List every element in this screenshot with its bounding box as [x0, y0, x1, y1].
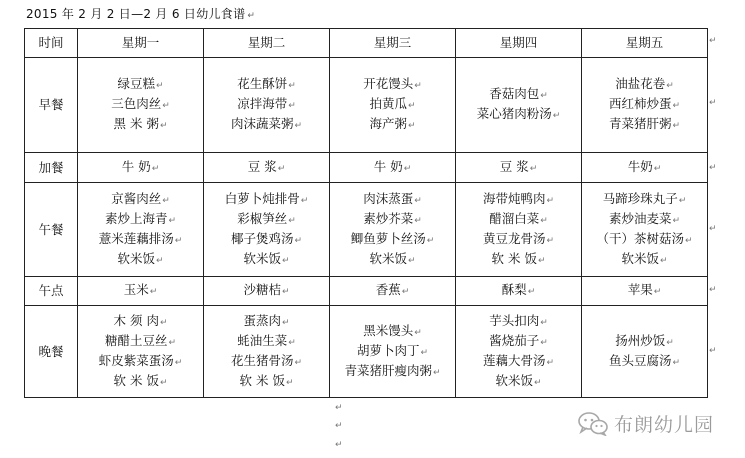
menu-cell [78, 277, 204, 306]
dish-item [584, 95, 705, 115]
dish-name: 黄豆龙骨汤 [482, 230, 546, 246]
paragraph-mark: ↵ [527, 287, 536, 297]
day-header [330, 29, 456, 58]
paragraph-mark: ↵ [401, 287, 410, 297]
menu-cell [582, 306, 708, 398]
dish-name: 油盐花卷 [615, 76, 666, 91]
dish-item [584, 332, 705, 352]
meal-label: 午餐 [38, 221, 64, 237]
paragraph-mark: ↵ [281, 287, 290, 297]
dish-name: （干）茶树菇汤 [596, 230, 684, 246]
dish-item [332, 342, 453, 362]
dish-item [458, 158, 579, 178]
dish-name: 青菜猪肝瘦肉粥 [344, 362, 432, 378]
dish-name: 软 米 饭 [491, 250, 537, 266]
dish-item [80, 95, 201, 115]
dish-item [584, 230, 705, 250]
meal-label: 午点 [38, 283, 64, 298]
paragraph-mark: ↵ [540, 317, 548, 328]
paragraph-mark: ↵ [288, 337, 296, 348]
dish-item [80, 250, 201, 270]
paragraph-mark: ↵ [159, 317, 168, 328]
dish-item [332, 158, 453, 178]
dish-name: 开花馒头 [363, 76, 414, 91]
dish-item [80, 332, 201, 352]
dish-item [206, 250, 327, 270]
dish-name: 玉米 [123, 282, 149, 297]
paragraph-mark: ↵ [659, 255, 668, 266]
menu-cell [204, 306, 330, 398]
dish-name: 莲藕大骨汤 [482, 352, 546, 368]
paragraph-mark: ↵ [546, 235, 555, 246]
paragraph-mark: ↵ [537, 255, 546, 266]
dish-name: 酱烧茄子 [489, 332, 540, 348]
menu-cell [78, 153, 204, 183]
dish-item [206, 95, 327, 115]
dish-item [80, 158, 201, 178]
day-label: 星期二 [247, 35, 286, 50]
paragraph-mark: ↵ [247, 11, 256, 21]
dish-name: 沙糖桔 [243, 282, 281, 297]
row-end-mark: ↵ [709, 346, 717, 356]
paragraph-mark: ↵ [162, 195, 170, 206]
page-title [26, 5, 255, 22]
dish-name: 马蹄珍珠丸子 [602, 190, 678, 206]
dish-name: 木 须 肉 [113, 312, 159, 328]
dish-item [80, 312, 201, 332]
paragraph-mark: ↵ [335, 440, 343, 450]
dish-name: 香蕉 [375, 282, 401, 297]
row-end-mark: ↵ [709, 224, 717, 234]
dish-item [332, 362, 453, 382]
title-text: 2015 年 2 月 2 日—2 月 6 日幼儿食谱 [26, 7, 246, 21]
dish-name: 京酱肉丝 [111, 190, 162, 206]
dish-item [206, 281, 327, 301]
paragraph-mark: ↵ [546, 195, 555, 206]
dish-item [206, 210, 327, 230]
dish-item [458, 230, 579, 250]
paragraph-mark: ↵ [540, 337, 548, 348]
dish-item [80, 352, 201, 372]
paragraph-mark: ↵ [335, 421, 343, 431]
dish-name: 凉拌海带 [237, 96, 288, 111]
dish-item [458, 250, 579, 270]
dish-name: 牛 奶 [121, 158, 151, 174]
menu-cell [456, 58, 582, 153]
paragraph-mark: ↵ [155, 255, 164, 266]
dish-item [584, 158, 705, 178]
meal-row [25, 277, 708, 306]
day-label: 星期五 [625, 35, 664, 50]
dish-item [206, 230, 327, 250]
day-label: 星期三 [373, 35, 412, 50]
menu-cell [330, 277, 456, 306]
dish-item [458, 372, 579, 392]
dish-name: 蚝油生菜 [237, 332, 288, 348]
paragraph-mark: ↵ [678, 195, 687, 206]
menu-cell [204, 153, 330, 183]
paragraph-mark: ↵ [168, 215, 177, 226]
dish-name: 软米饭 [495, 372, 533, 388]
dish-name: 海产粥 [369, 116, 407, 131]
dish-name: 西红柿炒蛋 [608, 96, 672, 111]
menu-cell [456, 153, 582, 183]
dish-name: 酥梨 [501, 282, 527, 297]
dish-name: 素炒上海青 [104, 210, 168, 226]
menu-cell [204, 183, 330, 277]
dish-item [206, 115, 327, 135]
dish-name: 青菜猪肝粥 [608, 116, 672, 131]
dish-name: 鱼头豆腐汤 [608, 352, 672, 368]
paragraph-mark: ↵ [414, 195, 422, 206]
menu-cell [204, 58, 330, 153]
meal-time-label [25, 183, 78, 277]
paragraph-mark: ↵ [288, 101, 296, 111]
dish-name: 牛奶 [627, 158, 653, 174]
dish-name: 香菇肉包 [489, 86, 540, 101]
dish-name: 绿豆糕 [117, 76, 155, 91]
paragraph-mark: ↵ [281, 255, 290, 266]
dish-name: 豆 浆 [247, 158, 277, 174]
paragraph-mark: ↵ [151, 163, 160, 174]
dish-item [458, 105, 579, 125]
day-header [204, 29, 330, 58]
paragraph-mark: ↵ [159, 121, 168, 131]
menu-cell [582, 277, 708, 306]
dish-item [80, 210, 201, 230]
wechat-icon [578, 412, 608, 436]
row-end-mark: ↵ [709, 285, 717, 295]
dish-item [206, 75, 327, 95]
dish-name: 苹果 [627, 282, 653, 297]
dish-item [332, 210, 453, 230]
paragraph-mark: ↵ [285, 377, 294, 388]
dish-item [332, 281, 453, 301]
paragraph-mark: ↵ [414, 327, 422, 338]
paragraph-mark: ↵ [672, 101, 681, 111]
paragraph-mark: ↵ [288, 215, 296, 226]
row-end-mark: ↵ [709, 36, 717, 46]
paragraph-mark: ↵ [294, 235, 303, 246]
meal-label: 晚餐 [38, 343, 64, 359]
meal-time-label [25, 306, 78, 398]
paragraph-mark: ↵ [552, 111, 561, 121]
paragraph-mark: ↵ [174, 235, 183, 246]
meal-row [25, 306, 708, 398]
dish-item [332, 322, 453, 342]
time-header [25, 29, 78, 58]
menu-cell [456, 183, 582, 277]
menu-table [24, 28, 708, 398]
paragraph-mark: ↵ [407, 101, 416, 111]
menu-cell [78, 306, 204, 398]
paragraph-mark: ↵ [420, 347, 429, 358]
dish-name: 三色肉丝 [111, 96, 162, 111]
meal-label: 早餐 [38, 97, 64, 112]
paragraph-mark: ↵ [672, 215, 681, 226]
meal-row [25, 153, 708, 183]
dish-name: 花生酥饼 [237, 76, 288, 91]
paragraph-mark: ↵ [540, 91, 548, 101]
dish-name: 软米饭 [369, 250, 407, 266]
paragraph-mark: ↵ [294, 357, 303, 368]
dish-item [584, 352, 705, 372]
paragraph-mark: ↵ [300, 195, 309, 206]
dish-item [332, 75, 453, 95]
dish-item [80, 230, 201, 250]
dish-name: 胡萝卜肉丁 [356, 342, 420, 358]
dish-name: 彩椒笋丝 [237, 210, 288, 226]
dish-item [458, 85, 579, 105]
meal-time-label [25, 277, 78, 306]
day-header [78, 29, 204, 58]
dish-item [584, 115, 705, 135]
paragraph-mark: ↵ [159, 377, 168, 388]
dish-name: 软米饭 [243, 250, 281, 266]
dish-name: 鲫鱼萝卜丝汤 [350, 230, 426, 246]
dish-item [584, 190, 705, 210]
dish-item [206, 190, 327, 210]
dish-item [458, 210, 579, 230]
menu-cell [78, 58, 204, 153]
meal-time-label [25, 153, 78, 183]
menu-cell [456, 306, 582, 398]
dish-name: 芋头扣肉 [489, 312, 540, 328]
dish-name: 软米饭 [621, 250, 659, 266]
menu-cell [582, 183, 708, 277]
dish-name: 海带炖鸭肉 [482, 190, 546, 206]
dish-name: 花生猪骨汤 [230, 352, 294, 368]
meal-row [25, 58, 708, 153]
paragraph-mark: ↵ [149, 287, 158, 297]
paragraph-mark: ↵ [529, 163, 538, 174]
dish-item [458, 332, 579, 352]
dish-name: 豆 浆 [499, 158, 529, 174]
header-row [25, 29, 708, 58]
dish-item [584, 250, 705, 270]
dish-item [332, 95, 453, 115]
dish-name: 薏米莲藕排汤 [98, 230, 174, 246]
paragraph-mark: ↵ [294, 121, 303, 131]
dish-item [332, 190, 453, 210]
dish-name: 软米饭 [117, 250, 155, 266]
watermark [578, 410, 714, 437]
menu-cell [582, 58, 708, 153]
paragraph-mark: ↵ [426, 235, 435, 246]
dish-item [458, 281, 579, 301]
paragraph-mark: ↵ [277, 163, 286, 174]
watermark-text: 布朗幼儿园 [614, 414, 715, 436]
paragraph-mark: ↵ [432, 367, 441, 378]
menu-cell [330, 183, 456, 277]
day-header [456, 29, 582, 58]
dish-item [332, 230, 453, 250]
day-header [582, 29, 708, 58]
dish-item [332, 250, 453, 270]
paragraph-mark: ↵ [546, 357, 555, 368]
dish-name: 素炒油麦菜 [608, 210, 672, 226]
paragraph-mark: ↵ [666, 81, 674, 91]
menu-cell [582, 153, 708, 183]
paragraph-mark: ↵ [653, 163, 662, 174]
dish-item [206, 158, 327, 178]
paragraph-mark: ↵ [414, 81, 422, 91]
day-label: 星期一 [121, 35, 160, 50]
dish-item [80, 190, 201, 210]
dish-name: 软 米 饭 [113, 372, 159, 388]
dish-item [206, 352, 327, 372]
paragraph-mark: ↵ [414, 215, 422, 226]
menu-cell [330, 306, 456, 398]
dish-name: 白萝卜炖排骨 [224, 190, 300, 206]
dish-name: 拍黄瓜 [369, 96, 407, 111]
paragraph-mark: ↵ [407, 255, 416, 266]
paragraph-mark: ↵ [684, 235, 693, 246]
dish-item [458, 190, 579, 210]
dish-item [206, 312, 327, 332]
paragraph-mark: ↵ [281, 317, 290, 328]
paragraph-mark: ↵ [666, 337, 674, 348]
dish-item [80, 281, 201, 301]
row-end-mark: ↵ [709, 163, 717, 173]
paragraph-mark: ↵ [155, 81, 164, 91]
dish-name: 黑米馒头 [363, 322, 414, 338]
dish-name: 椰子煲鸡汤 [230, 230, 294, 246]
dish-name: 黑 米 粥 [113, 116, 159, 131]
menu-cell [78, 183, 204, 277]
dish-item [80, 75, 201, 95]
dish-item [332, 115, 453, 135]
meal-row [25, 183, 708, 277]
time-header-label: 时间 [38, 35, 64, 50]
paragraph-mark: ↵ [540, 215, 548, 226]
dish-item [80, 115, 201, 135]
paragraph-mark: ↵ [288, 81, 296, 91]
paragraph-mark: ↵ [672, 357, 681, 368]
meal-label: 加餐 [38, 159, 64, 175]
day-label: 星期四 [499, 35, 538, 50]
dish-name: 菜心猪肉粉汤 [476, 106, 552, 121]
dish-name: 肉沫蒸蛋 [363, 190, 414, 206]
dish-name: 软 米 饭 [239, 372, 285, 388]
paragraph-mark: ↵ [653, 287, 662, 297]
dish-name: 糖醋土豆丝 [104, 332, 168, 348]
menu-cell [330, 153, 456, 183]
dish-name: 蛋蒸肉 [243, 312, 281, 328]
dish-name: 醋溜白菜 [489, 210, 540, 226]
menu-cell [456, 277, 582, 306]
dish-item [584, 281, 705, 301]
dish-name: 素炒芥菜 [363, 210, 414, 226]
menu-cell [330, 58, 456, 153]
dish-item [80, 372, 201, 392]
dish-name: 牛 奶 [373, 158, 403, 174]
dish-name: 扬州炒饭 [615, 332, 666, 348]
paragraph-mark: ↵ [162, 101, 170, 111]
dish-item [584, 75, 705, 95]
meal-time-label [25, 58, 78, 153]
paragraph-mark: ↵ [403, 163, 412, 174]
menu-cell [204, 277, 330, 306]
dish-name: 肉沫蔬菜粥 [230, 116, 294, 131]
dish-item [206, 372, 327, 392]
dish-name: 虾皮紫菜蛋汤 [98, 352, 174, 368]
paragraph-mark: ↵ [533, 377, 542, 388]
paragraph-mark: ↵ [335, 403, 343, 413]
paragraph-mark: ↵ [174, 357, 183, 368]
dish-item [458, 312, 579, 332]
row-end-mark: ↵ [709, 98, 717, 108]
paragraph-mark: ↵ [168, 337, 177, 348]
dish-item [584, 210, 705, 230]
paragraph-mark: ↵ [672, 121, 681, 131]
dish-item [206, 332, 327, 352]
dish-item [458, 352, 579, 372]
paragraph-mark: ↵ [407, 121, 416, 131]
